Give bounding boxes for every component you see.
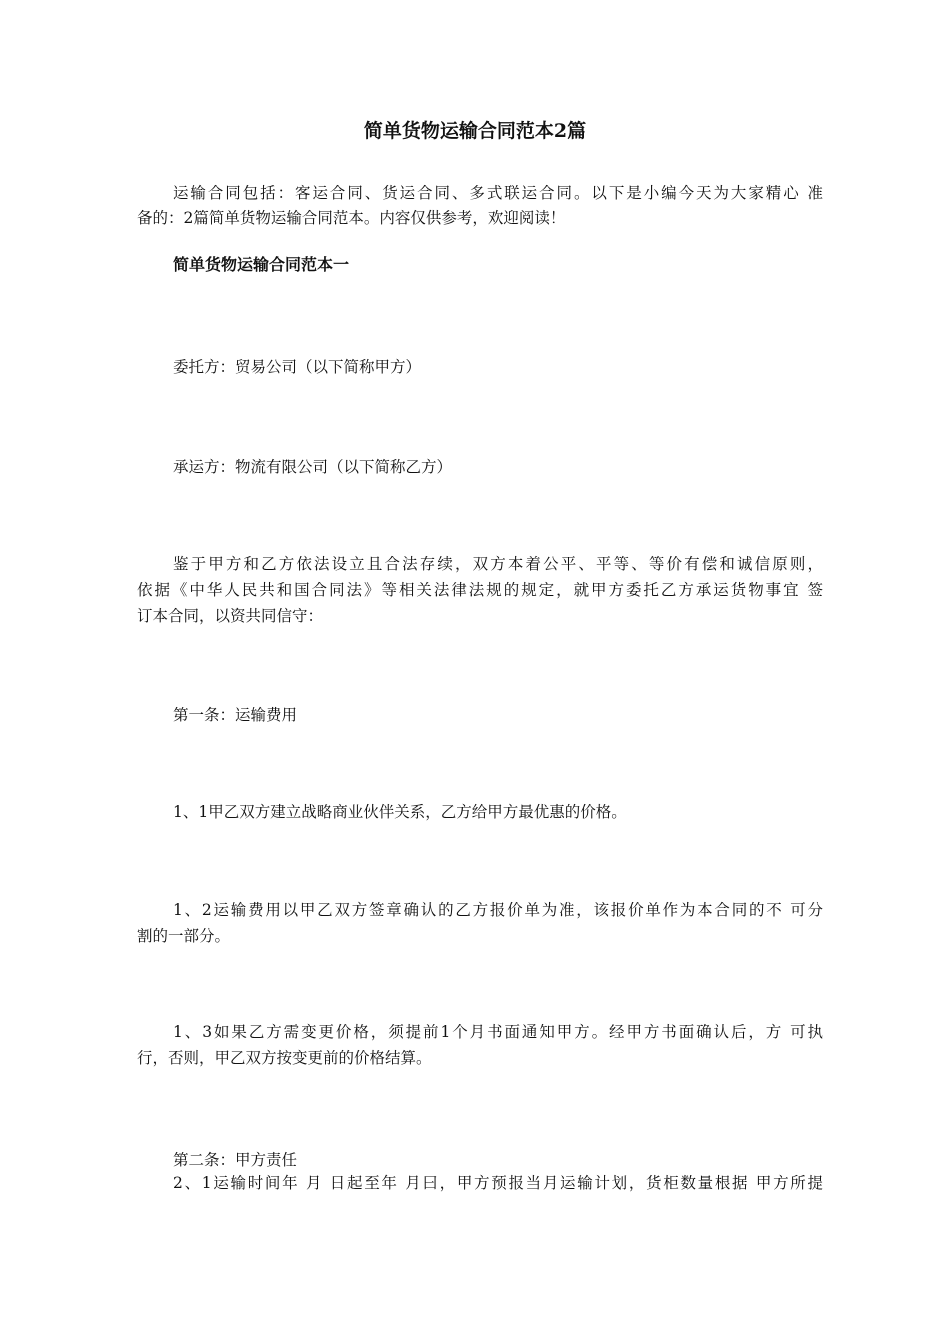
document-title: 简单货物运输合同范本2篇 [363,120,587,142]
intro-line-2: 备的：2篇简单货物运输合同范本。内容仅供参考，欢迎阅读！ [137,209,566,227]
intro-line-1: 运输合同包括：客运合同、货运合同、多式联运合同。以下是小编今天为大家精心 准 [173,184,823,202]
section-heading-1: 简单货物运输合同范本一 [173,255,350,274]
article-1-heading: 第一条：运输费用 [173,706,298,724]
clause-1-2-line-1: 1、2运输费用以甲乙双方签章确认的乙方报价单为准，该报价单作为本合同的不 可分 [173,901,823,919]
clause-1-1: 1、1甲乙双方建立战略商业伙伴关系，乙方给甲方最优惠的价格。 [173,803,627,821]
carrier-party: 承运方：物流有限公司（以下简称乙方） [173,458,453,476]
clause-1-2-line-2: 割的一部分。 [137,927,231,945]
preamble-line-2: 依据《中华人民共和国合同法》等相关法律法规的规定，就甲方委托乙方承运货物事宜 签 [137,581,823,599]
clause-1-3-line-2: 行，否则，甲乙双方按变更前的价格结算。 [137,1049,432,1067]
preamble-line-1: 鉴于甲方和乙方依法设立且合法存续，双方本着公平、平等、等价有偿和诚信原则， [173,555,823,573]
clause-1-3-line-1: 1、3如果乙方需变更价格，须提前1个月书面通知甲方。经甲方书面确认后，方 可执 [173,1023,823,1041]
clause-2-1-line-1: 2、1运输时间年 月 日起至年 月曰，甲方预报当月运输计划，货柜数量根据 甲方所提 [173,1174,823,1192]
client-party: 委托方：贸易公司（以下简称甲方） [173,358,422,376]
preamble-line-3: 订本合同，以资共同信守： [137,607,324,625]
article-2-heading: 第二条：甲方责任 [173,1151,298,1169]
